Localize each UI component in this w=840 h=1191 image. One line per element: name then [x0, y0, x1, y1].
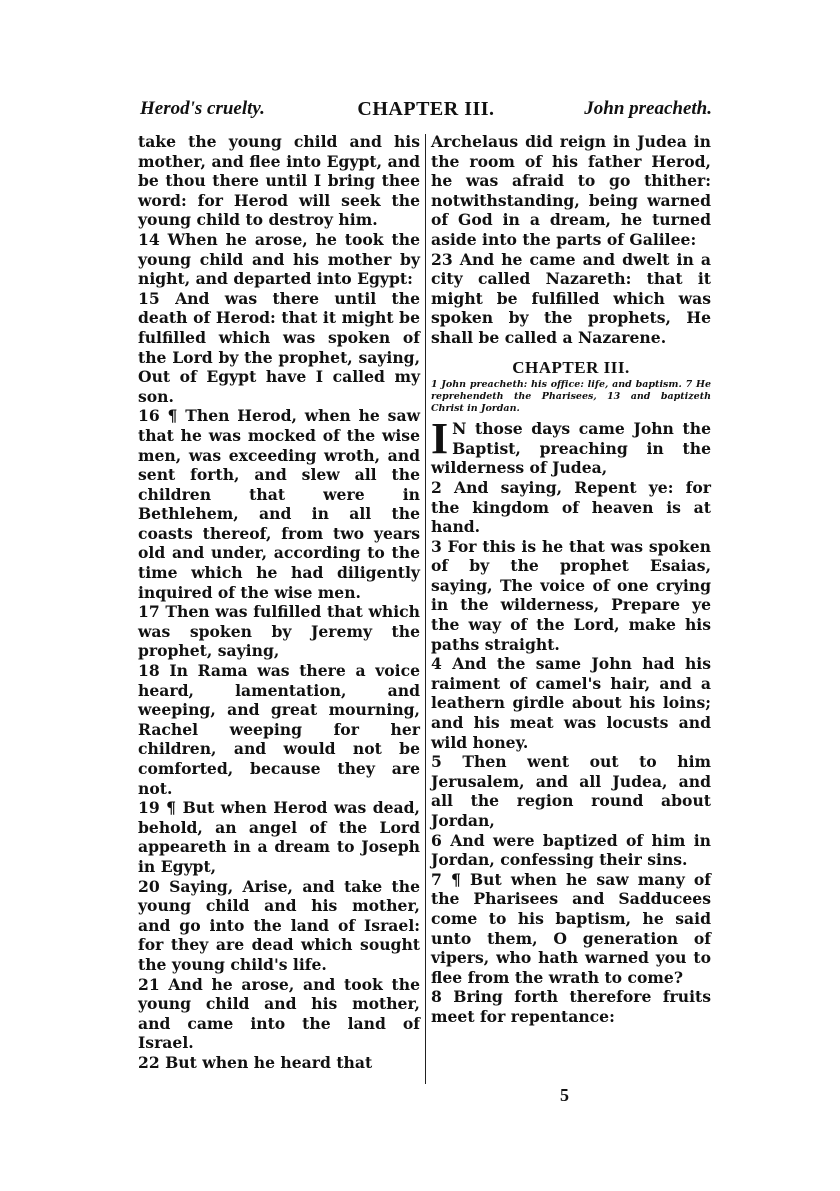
column-divider [425, 134, 426, 1084]
verse-text: Archelaus did reign in Judea in the room of his father Herod, he was afraid to go thither: notwithstanding, being warned of God in a dream, he turned aside into the parts of Galilee: [431, 132, 711, 249]
header-chapter: CHAPTER III. [357, 98, 495, 120]
verse-text: 6 And were baptized of him in Jordan, confessing their sins. [431, 830, 711, 870]
verse-text: 5 Then went out to him Jerusalem, and all Judea, and all the region round about Jordan, [431, 752, 711, 830]
drop-cap: I [431, 414, 449, 464]
verse-text: 21 And he arose, and took the young child and his mother, and came into the land of Israel. [138, 974, 420, 1053]
verse-text: 18 In Rama was there a voice heard, lamentation, and weeping, and great mourning, Rachel weeping for her children, and would not be comforted, because they are not. [138, 661, 420, 798]
header-right: John preacheth. [584, 98, 712, 119]
verse-text: 2 And saying, Repent ye: for the kingdom of heaven is at hand. [431, 477, 711, 537]
first-verse-text: N those days came John the Baptist, preaching in the wilderness of Judea, [431, 419, 711, 478]
left-column [138, 132, 420, 1073]
verse-text: 17 Then was fulfilled that which was spoken by Jeremy the prophet, saying, [138, 602, 420, 661]
verse-text: 20 Saying, Arise, and take the young child and his mother, and go into the land of Israel: for they are dead which sought the young child's life. [138, 876, 420, 974]
verse-text: 8 Bring forth therefore fruits meet for repentance: [431, 987, 711, 1026]
chapter-heading: CHAPTER III. [512, 357, 630, 377]
right-column [431, 132, 711, 1027]
header-left: Herod's cruelty. [140, 98, 265, 119]
verse-text: 23 And he came and dwelt in a city called Nazareth: that it might be fulfilled which was spoken by the prophets, He shall be called a Nazarene. [431, 249, 711, 347]
running-header [140, 98, 712, 128]
verse-text: 4 And the same John had his raiment of camel's hair, and a leathern girdle about his loins; and his meat was locusts and wild honey. [431, 654, 711, 752]
verse-text: 7 ¶ But when he saw many of the Pharisees and Sadducees come to his baptism, he said unto them, O generation of vipers, who hath warned you to flee from the wrath to come? [431, 869, 711, 987]
verse-text: 16 ¶ Then Herod, when he saw that he was mocked of the wise men, was exceeding wroth, and sent forth, and slew all the children that were in Bethlehem, and in all the coasts thereof, from two years old and under, according to the time which he had diligently inquired of the wise men. [138, 406, 420, 602]
verse-text: 3 For this is he that was spoken of by the prophet Esaias, saying, The voice of one crying in the wilderness, Prepare ye the way of the Lord, make his paths straight. [431, 536, 711, 654]
verse-text: 19 ¶ But when Herod was dead, behold, an angel of the Lord appeareth in a dream to Joseph in Egypt, [138, 798, 420, 876]
verse-text: take the young child and his mother, and flee into Egypt, and be thou there until I bring thee word: for Herod will seek the young child to destroy him. [138, 132, 420, 230]
chapter-summary: 1 John preacheth: his office: life, and baptism. 7 He reprehendeth the Pharisees, 13 and baptizeth Christ in Jordan. [431, 379, 711, 415]
verse-text: 22 But when he heard that [138, 1052, 373, 1072]
page-number: 5 [560, 1085, 569, 1105]
verse-text: 14 When he arose, he took the young child and his mother by night, and departed into Egypt: [138, 229, 420, 289]
verse-text: 15 And was there until the death of Herod: that it might be fulfilled which was spoken of the Lord by the prophet, saying, Out of Egypt have I called my son. [138, 288, 420, 406]
first-verse [431, 414, 711, 478]
